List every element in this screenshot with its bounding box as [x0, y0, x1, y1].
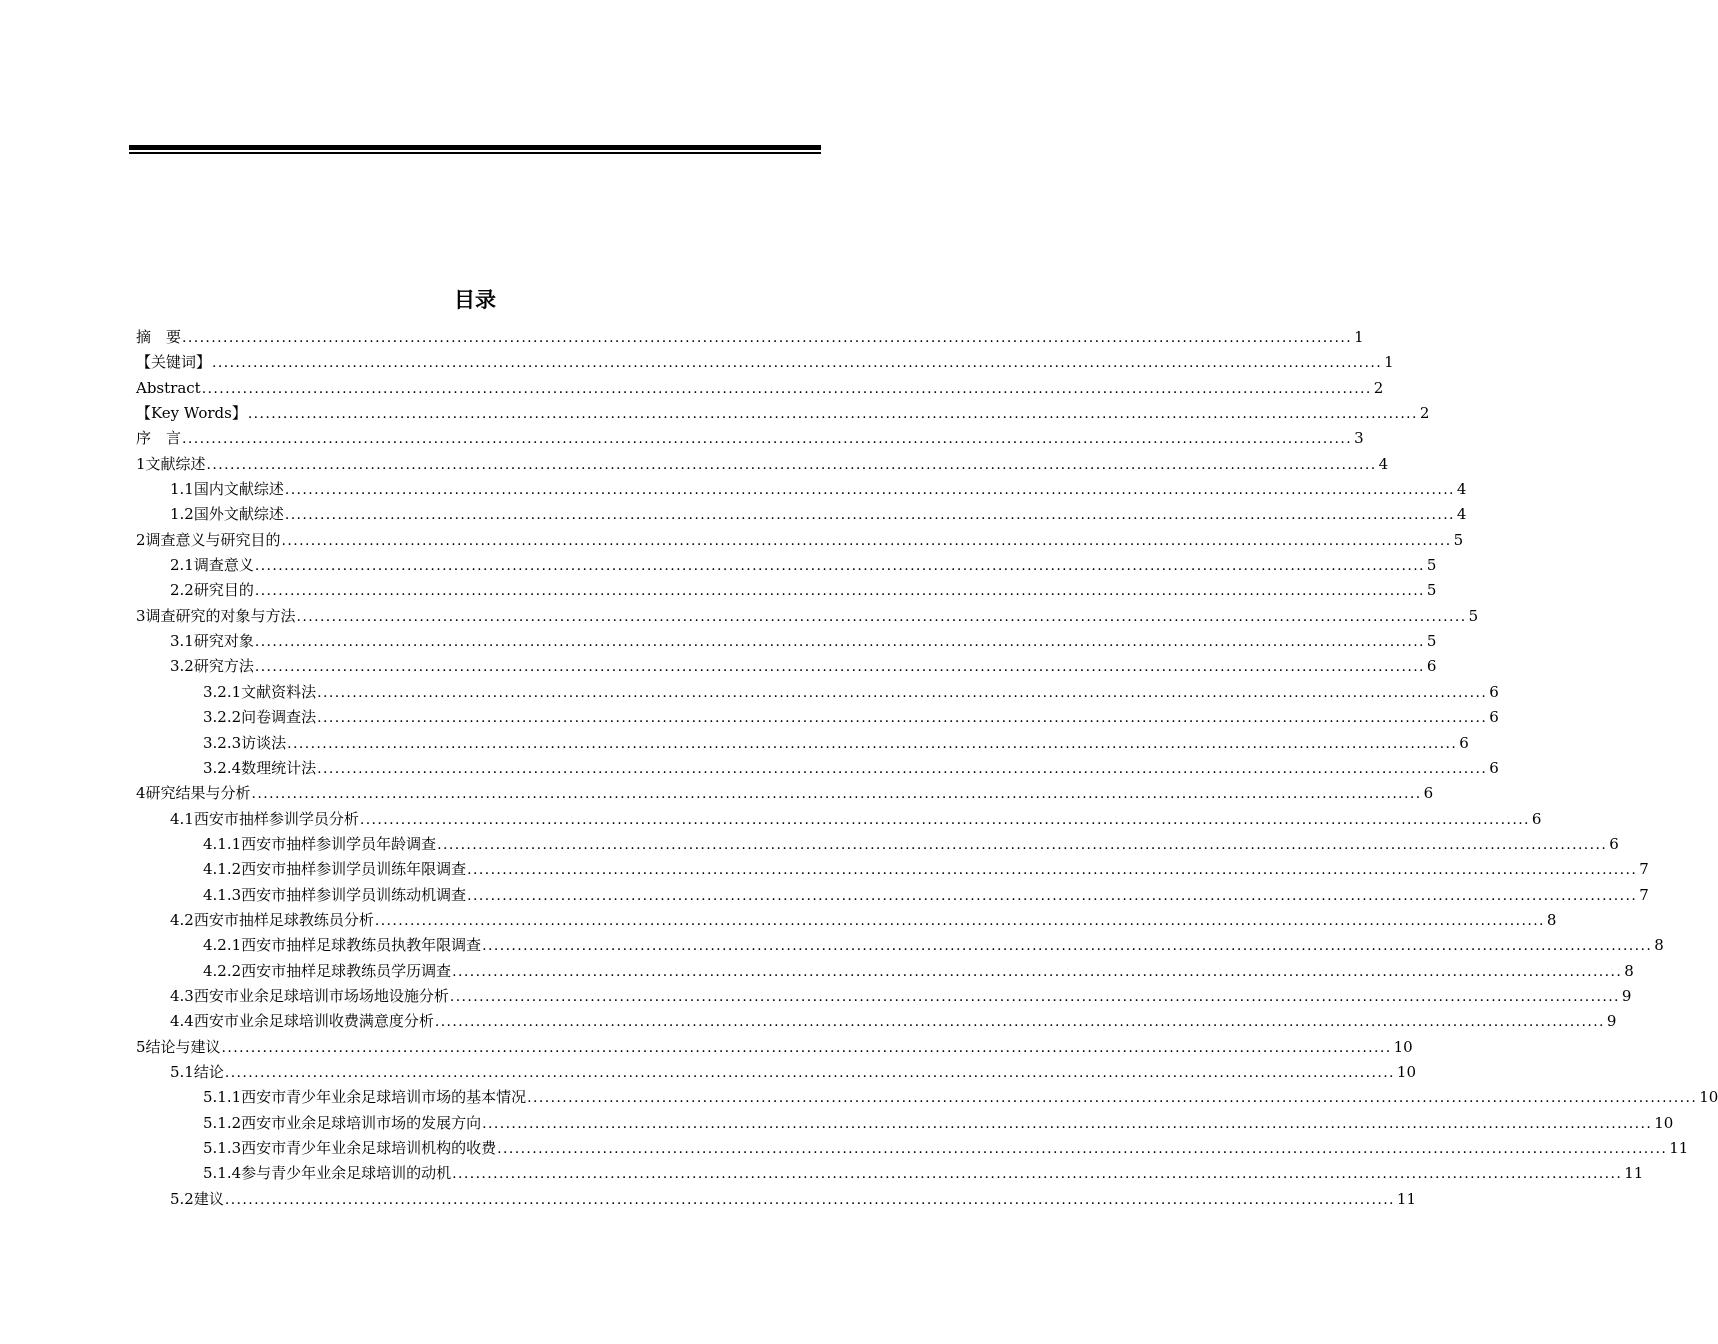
toc-entry[interactable]: [136, 1085, 1718, 1110]
toc-entry-page: 8: [1624, 961, 1634, 980]
toc-entry-page: 11: [1669, 1139, 1689, 1157]
toc-entry-leader: ........................................................................................................................................................................................................: [317, 760, 1488, 777]
toc-entry-page: 2: [1419, 404, 1430, 423]
toc-entry[interactable]: [136, 426, 1364, 451]
toc-entry-page: 5: [1426, 556, 1437, 575]
toc-entry-page: 9: [1606, 1012, 1617, 1031]
toc-entry-label: 3.2.2问卷调查法: [203, 708, 317, 727]
toc-entry-label: 4.2.1西安市抽样足球教练员执教年限调查: [203, 936, 482, 955]
toc-entry[interactable]: [136, 401, 1430, 426]
toc-entry[interactable]: [136, 984, 1632, 1009]
toc-entry-page: 1: [1354, 328, 1364, 346]
toc-entry[interactable]: [136, 832, 1619, 857]
toc-entry-leader: ........................................................................................................................................................................................................: [452, 1166, 1623, 1183]
toc-entry-leader: ........................................................................................................................................................................................................: [182, 431, 1353, 448]
toc-entry-label: 4.2西安市抽样足球教练员分析: [170, 910, 374, 929]
toc-entry[interactable]: [136, 350, 1394, 375]
toc-entry-leader: ........................................................................................................................................................................................................: [247, 406, 1418, 423]
header-rule: [129, 145, 821, 155]
toc-entry-label: 3.2.3访谈法: [203, 733, 287, 752]
toc-entry-leader: ........................................................................................................................................................................................................: [224, 1064, 1395, 1081]
toc-entry-label: 4.1西安市抽样参训学员分析: [170, 809, 359, 828]
toc-entry-page: 6: [1426, 657, 1437, 676]
toc-entry[interactable]: [136, 807, 1542, 832]
toc-entry-label: 1.1国内文献综述: [170, 480, 284, 499]
toc-entry-leader: ........................................................................................................................................................................................................: [497, 1141, 1668, 1157]
toc-entry-label: 5.1.3西安市青少年业余足球培训机构的收费: [203, 1139, 497, 1157]
toc-entry-label: 摘 要: [136, 328, 182, 346]
toc-entry-label: 3.2.4数理统计法: [203, 758, 317, 777]
toc-entry-page: 5: [1453, 530, 1464, 549]
toc-entry[interactable]: [136, 376, 1384, 401]
toc-entry-leader: ........................................................................................................................................................................................................: [467, 887, 1638, 904]
toc-entry-page: 10: [1396, 1062, 1416, 1081]
toc-entry-page: 6: [1459, 733, 1469, 752]
toc-entry[interactable]: [136, 959, 1634, 984]
toc-entry-leader: ........................................................................................................................................................................................................: [482, 1115, 1653, 1132]
toc-entry[interactable]: [136, 1111, 1674, 1136]
toc-entry-label: Abstract: [136, 378, 201, 397]
toc-entry-label: 4.1.1西安市抽样参训学员年龄调查: [203, 834, 437, 853]
toc-entry-label: 5.1.1西安市青少年业余足球培训市场的基本情况: [203, 1088, 527, 1107]
toc-entry[interactable]: [136, 553, 1437, 578]
toc-entry-page: 6: [1489, 758, 1499, 777]
toc-entry-leader: ........................................................................................................................................................................................................: [434, 1014, 1605, 1031]
toc-entry[interactable]: [136, 1161, 1644, 1186]
toc-entry[interactable]: [136, 731, 1469, 756]
toc-entry[interactable]: [136, 477, 1467, 502]
toc-entry[interactable]: [136, 781, 1434, 806]
toc-entry-leader: ........................................................................................................................................................................................................: [254, 659, 1425, 676]
toc-entry[interactable]: [136, 578, 1437, 603]
toc-entry-leader: ........................................................................................................................................................................................................: [212, 355, 1383, 372]
toc-entry-page: 10: [1393, 1037, 1413, 1056]
toc-entry-label: 【Key Words】: [136, 404, 247, 423]
toc-entry-leader: ........................................................................................................................................................................................................: [251, 786, 1422, 803]
toc-entry-leader: ........................................................................................................................................................................................................: [284, 507, 1455, 524]
toc-entry-leader: ........................................................................................................................................................................................................: [317, 710, 1488, 727]
toc-entry-label: 1文献综述: [136, 454, 206, 473]
toc-entry[interactable]: [136, 325, 1364, 350]
toc-entry[interactable]: [136, 654, 1437, 679]
toc-entry[interactable]: [136, 452, 1389, 477]
toc-entry-page: 4: [1378, 454, 1389, 473]
toc-entry-page: 11: [1396, 1189, 1416, 1208]
toc-entry-leader: ........................................................................................................................................................................................................: [437, 836, 1608, 853]
toc-entry-leader: ........................................................................................................................................................................................................: [359, 811, 1530, 828]
toc-entry-label: 3.2研究方法: [170, 657, 254, 676]
toc-entry-leader: ........................................................................................................................................................................................................: [482, 938, 1653, 955]
toc-entry-label: 3.1研究对象: [170, 632, 254, 651]
header-rule-thick: [129, 145, 821, 150]
toc-entry-label: 4.2.2西安市抽样足球教练员学历调查: [203, 961, 452, 980]
toc-entry[interactable]: [136, 1187, 1416, 1212]
toc-entry-label: 2调查意义与研究目的: [136, 530, 281, 549]
toc-entry-leader: ........................................................................................................................................................................................................: [527, 1090, 1698, 1107]
toc-entry[interactable]: [136, 756, 1499, 781]
toc-entry-page: 3: [1354, 429, 1364, 448]
toc-entry[interactable]: [136, 883, 1649, 908]
toc-entry-page: 6: [1489, 682, 1499, 701]
toc-entry[interactable]: [136, 1009, 1617, 1034]
toc-entry[interactable]: [136, 629, 1437, 654]
toc-entry-page: 6: [1609, 834, 1619, 853]
toc-entry-leader: ........................................................................................................................................................................................................: [182, 330, 1353, 346]
toc-entry-page: 4: [1456, 505, 1467, 524]
toc-entry-label: 2.2研究目的: [170, 581, 254, 600]
toc-entry-label: 序 言: [136, 429, 182, 448]
toc-entry-page: 8: [1654, 936, 1664, 955]
toc-entry-page: 2: [1373, 378, 1384, 397]
toc-entry-leader: ........................................................................................................................................................................................................: [374, 912, 1545, 929]
toc-entry-label: 3调查研究的对象与方法: [136, 606, 296, 625]
toc-entry-page: 5: [1426, 632, 1437, 651]
toc-entry[interactable]: [136, 1136, 1689, 1161]
toc-entry-page: 7: [1639, 860, 1649, 879]
toc-entry[interactable]: [136, 857, 1649, 882]
toc-entry-label: 3.2.1文献资料法: [203, 682, 317, 701]
toc-entry-label: 4.3西安市业余足球培训市场场地设施分析: [170, 986, 449, 1005]
toc-entry-page: 8: [1546, 910, 1557, 929]
toc-entry-leader: ........................................................................................................................................................................................................: [254, 558, 1425, 575]
toc-entry-leader: ........................................................................................................................................................................................................: [287, 735, 1458, 752]
toc-entry[interactable]: [136, 604, 1479, 629]
toc-entry-page: 11: [1624, 1164, 1644, 1183]
toc-entry-leader: ........................................................................................................................................................................................................: [254, 583, 1425, 600]
toc-entry-label: 4.1.2西安市抽样参训学员训练年限调查: [203, 860, 467, 879]
toc-title: 目录: [454, 288, 496, 312]
toc-entry[interactable]: [136, 502, 1467, 527]
toc-entry-page: 6: [1423, 784, 1434, 803]
toc-entry[interactable]: [136, 680, 1499, 705]
toc-entry-label: 4研究结果与分析: [136, 784, 251, 803]
toc-entry[interactable]: [136, 528, 1464, 553]
header-rule-thin: [129, 152, 821, 154]
toc-entry-page: 5: [1468, 606, 1479, 625]
toc-entry-leader: ........................................................................................................................................................................................................: [201, 380, 1372, 397]
toc-entry[interactable]: [136, 1035, 1413, 1060]
toc-entry[interactable]: [136, 1060, 1416, 1085]
toc-entry-leader: ........................................................................................................................................................................................................: [254, 634, 1425, 651]
table-of-contents: [136, 325, 1718, 1212]
toc-entry-page: 6: [1489, 708, 1499, 727]
toc-entry[interactable]: [136, 933, 1664, 958]
toc-entry-leader: ........................................................................................................................................................................................................: [467, 862, 1638, 879]
toc-entry-leader: ........................................................................................................................................................................................................: [284, 482, 1455, 499]
toc-entry-leader: ........................................................................................................................................................................................................: [221, 1039, 1392, 1056]
toc-entry-page: 10: [1654, 1113, 1674, 1132]
toc-entry-page: 9: [1621, 986, 1632, 1005]
toc-entry-leader: ........................................................................................................................................................................................................: [452, 963, 1623, 980]
toc-entry-label: 5结论与建议: [136, 1037, 221, 1056]
toc-entry-label: 5.2建议: [170, 1189, 224, 1208]
toc-entry[interactable]: [136, 705, 1499, 730]
toc-entry-page: 10: [1699, 1088, 1718, 1107]
toc-entry-leader: ........................................................................................................................................................................................................: [224, 1191, 1395, 1208]
toc-entry-leader: ........................................................................................................................................................................................................: [281, 532, 1452, 549]
toc-entry-label: 【关键词】: [136, 353, 212, 372]
toc-entry[interactable]: [136, 908, 1557, 933]
toc-entry-leader: ........................................................................................................................................................................................................: [296, 608, 1467, 625]
toc-entry-label: 5.1.2西安市业余足球培训市场的发展方向: [203, 1113, 482, 1132]
toc-entry-leader: ........................................................................................................................................................................................................: [206, 456, 1377, 473]
toc-entry-label: 4.4西安市业余足球培训收费满意度分析: [170, 1012, 434, 1031]
toc-entry-label: 4.1.3西安市抽样参训学员训练动机调查: [203, 885, 467, 904]
toc-entry-page: 4: [1456, 480, 1467, 499]
toc-entry-page: 7: [1639, 885, 1649, 904]
toc-entry-label: 2.1调查意义: [170, 556, 254, 575]
toc-entry-label: 5.1.4参与青少年业余足球培训的动机: [203, 1164, 452, 1183]
toc-entry-leader: ........................................................................................................................................................................................................: [449, 988, 1620, 1005]
toc-entry-label: 5.1结论: [170, 1062, 224, 1081]
toc-entry-page: 1: [1384, 353, 1394, 372]
toc-entry-page: 5: [1426, 581, 1437, 600]
toc-entry-leader: ........................................................................................................................................................................................................: [317, 684, 1488, 701]
toc-entry-label: 1.2国外文献综述: [170, 505, 284, 524]
toc-entry-page: 6: [1531, 809, 1542, 828]
